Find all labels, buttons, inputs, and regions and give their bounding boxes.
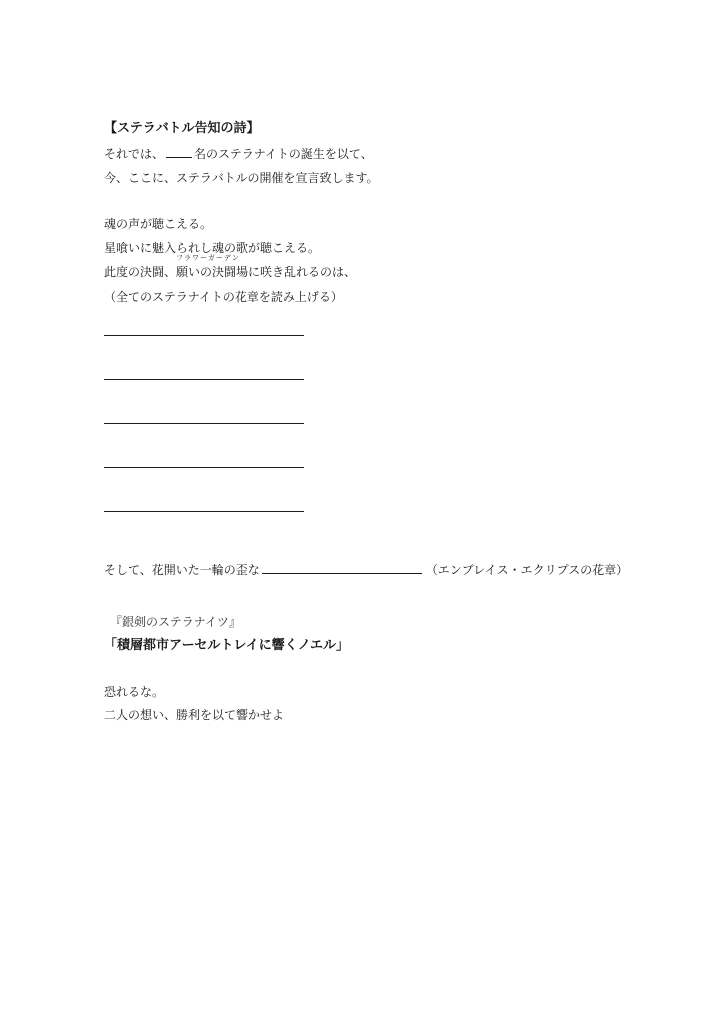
poem-line-2: 今、ここに、ステラバトルの開催を宣言致します。 [104,171,379,185]
poem-line-4: 星喰いに魅入られし魂の歌が聴こえる。 [104,241,321,255]
flower-emblem-blank-5 [104,511,304,512]
poem-line-10: 恐れるな。 [104,685,165,699]
flower-emblem-blank-2 [104,379,304,380]
poem-line-1-end: 名のステラナイトの誕生を以て、 [194,147,373,161]
poem-line-5-end: に咲き乱れるのは、 [248,265,357,279]
count-blank [166,146,192,158]
ruby-word [176,254,249,280]
poem-line-1-start: それでは、 [104,147,165,161]
flower-emblem-blank-1 [104,335,304,336]
poem-line-7-end: （エンブレイス・エクリプスの花章） [425,563,629,577]
poem-line-1 [104,146,373,162]
ruby-reading: フラワーガーデン [176,254,240,262]
poem-line-5 [104,254,357,280]
flower-emblem-blank-4 [104,467,304,468]
poem-line-6: （全てのステラナイトの花章を読み上げる） [104,290,343,304]
eclipse-emblem-blank [262,561,422,574]
poem-line-3: 魂の声が聴こえる。 [104,217,213,231]
ruby-base: 願いの決闘場 [176,265,249,279]
game-title: 『銀剣のステラナイツ』 [110,615,241,629]
poem-line-5-start: 此度の決闘、 [104,265,177,279]
poem-line-7 [104,561,628,578]
poem-line-11: 二人の想い、勝利を以て響かせよ [104,708,285,722]
poem-line-7-start: そして、花開いた一輪の歪な [104,563,260,577]
poem-title: 【ステラバトル告知の詩】 [104,121,260,136]
flower-emblem-blank-3 [104,423,304,424]
scenario-title: 「積層都市アーセルトレイに響くノエル」 [104,638,350,653]
